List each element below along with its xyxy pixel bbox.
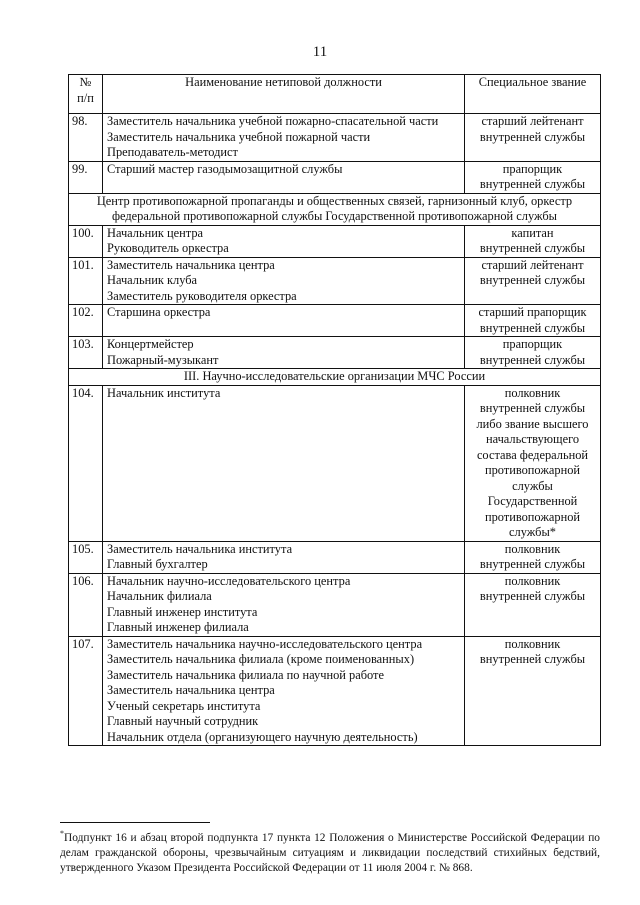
- rank-line: службы: [512, 478, 553, 493]
- row-number: 99.: [69, 161, 103, 193]
- table-row: [69, 257, 601, 305]
- rank-line: внутренней службы: [479, 129, 586, 144]
- section-title: Центр противопожарной пропаганды и общественных связей, гарнизонный клуб, оркестр федеральной противопожарной службы Государственной противопожарной службы: [69, 193, 601, 225]
- rank-line: внутренней службы: [479, 557, 586, 571]
- row-number: 101.: [69, 257, 103, 305]
- rank-line: прапорщик: [502, 337, 563, 351]
- position-title: Начальник центра: [107, 225, 204, 240]
- position-cell: [103, 385, 465, 541]
- rank-line: внутренней службы: [479, 273, 586, 287]
- rank-line: полковник: [504, 385, 561, 400]
- rank-cell: [465, 225, 601, 257]
- position-cell: [103, 573, 465, 636]
- rank-line: внутренней службы: [479, 589, 586, 603]
- position-title: Начальник отдела (организующего научную деятельность): [107, 729, 418, 744]
- page-number: 11: [312, 44, 328, 60]
- rank-cell: [465, 541, 601, 573]
- position-title: Главный бухгалтер: [107, 557, 208, 571]
- table-header-row: [69, 75, 601, 114]
- position-cell: [103, 541, 465, 573]
- rank-line: внутренней службы: [479, 352, 586, 367]
- rank-line: капитан: [511, 225, 554, 240]
- table-row: [69, 337, 601, 369]
- rank-line: внутренней службы: [479, 177, 586, 191]
- position-cell: [103, 114, 465, 162]
- table-row: [69, 385, 601, 541]
- position-title: Главный инженер филиала: [107, 620, 249, 634]
- row-number: 107.: [69, 636, 103, 746]
- rank-line: начальствующего: [485, 432, 580, 446]
- position-title: Заместитель начальника учебной пожарно-спасательной части: [107, 114, 439, 128]
- position-title: Руководитель оркестра: [107, 241, 229, 255]
- position-title: Концертмейстер: [107, 337, 194, 351]
- rank-line: полковник: [504, 573, 561, 588]
- table-row: [69, 114, 601, 162]
- header-num: № п/п: [69, 75, 103, 114]
- position-title: Заместитель начальника центра: [107, 683, 275, 697]
- row-number: 102.: [69, 305, 103, 337]
- rank-line: внутренней службы: [479, 241, 586, 255]
- rank-line: старший лейтенант: [481, 114, 584, 128]
- rank-line: старший прапорщик: [478, 305, 587, 319]
- position-title: Заместитель руководителя оркестра: [107, 288, 297, 303]
- rank-line: полковник: [504, 541, 561, 556]
- position-title: Старший мастер газодымозащитной службы: [107, 161, 343, 176]
- header-position: Наименование нетиповой должности: [103, 75, 465, 114]
- position-title: Заместитель начальника научно-исследовательского центра: [107, 636, 423, 651]
- rank-cell: [465, 257, 601, 305]
- position-title: Пожарный-музыкант: [107, 352, 219, 367]
- position-title: Заместитель начальника филиала (кроме поименованных): [107, 652, 415, 666]
- position-cell: [103, 636, 465, 746]
- table-body: [69, 114, 601, 746]
- row-number: 103.: [69, 337, 103, 369]
- rank-line: состава федеральной: [476, 447, 589, 462]
- position-title: Преподаватель-методист: [107, 145, 238, 159]
- position-title: Заместитель начальника филиала по научной работе: [107, 667, 384, 682]
- footnote: [60, 826, 600, 876]
- table-row: [69, 573, 601, 636]
- footnote-text: Подпункт 16 и абзац второй подпункта 17 пункта 12 Положения о Министерстве Российской Федерации по делам гражданской обороны, чрезвычайным ситуациям и ликвидации последствий стихийных бедствий, утвержденного Указом Президента Российской Федерации от 11 июля 2004 г. № 868.: [60, 831, 600, 874]
- table-row: [69, 225, 601, 257]
- position-title: Старшина оркестра: [107, 305, 211, 319]
- position-title: Заместитель начальника института: [107, 541, 293, 556]
- header-rank: Специальное звание: [465, 75, 601, 114]
- position-cell: [103, 225, 465, 257]
- position-title: Заместитель начальника учебной пожарной части: [107, 129, 371, 144]
- rank-cell: [465, 573, 601, 636]
- rank-cell: [465, 161, 601, 193]
- rank-cell: [465, 337, 601, 369]
- position-title: Ученый секретарь института: [107, 698, 261, 713]
- rank-line: внутренней службы: [479, 320, 586, 335]
- footnote-rule: [60, 822, 210, 823]
- footnote-marker: *: [60, 829, 64, 838]
- position-cell: [103, 161, 465, 193]
- rank-line: старший лейтенант: [481, 257, 584, 272]
- rank-line: внутренней службы: [479, 652, 586, 666]
- rank-cell: [465, 385, 601, 541]
- position-cell: [103, 257, 465, 305]
- row-number: 104.: [69, 385, 103, 541]
- row-number: 106.: [69, 573, 103, 636]
- position-title: Начальник филиала: [107, 589, 212, 603]
- table-row: [69, 161, 601, 193]
- table-row: [69, 305, 601, 337]
- section-title: III. Научно-исследовательские организации МЧС России: [69, 369, 601, 386]
- section-header-row: [69, 193, 601, 225]
- positions-table: [68, 74, 601, 746]
- rank-line: Государственной: [487, 494, 578, 508]
- rank-line: прапорщик: [502, 161, 563, 176]
- position-title: Начальник института: [107, 385, 221, 400]
- rank-line: противопожарной: [484, 463, 581, 477]
- position-title: Начальник научно-исследовательского центра: [107, 573, 351, 588]
- row-number: 105.: [69, 541, 103, 573]
- rank-line: либо звание высшего: [476, 416, 589, 431]
- position-cell: [103, 337, 465, 369]
- table-row: [69, 541, 601, 573]
- row-number: 100.: [69, 225, 103, 257]
- position-title: Заместитель начальника центра: [107, 257, 275, 272]
- position-title: Начальник клуба: [107, 273, 198, 287]
- section-header-row: [69, 369, 601, 386]
- position-cell: [103, 305, 465, 337]
- rank-line: полковник: [504, 636, 561, 651]
- rank-line: противопожарной: [484, 509, 581, 524]
- position-title: Главный научный сотрудник: [107, 714, 259, 728]
- rank-cell: [465, 305, 601, 337]
- row-number: 98.: [69, 114, 103, 162]
- rank-line: службы*: [509, 525, 556, 539]
- table-row: [69, 636, 601, 746]
- rank-cell: [465, 636, 601, 746]
- rank-cell: [465, 114, 601, 162]
- position-title: Главный инженер института: [107, 604, 258, 619]
- rank-line: внутренней службы: [479, 401, 586, 415]
